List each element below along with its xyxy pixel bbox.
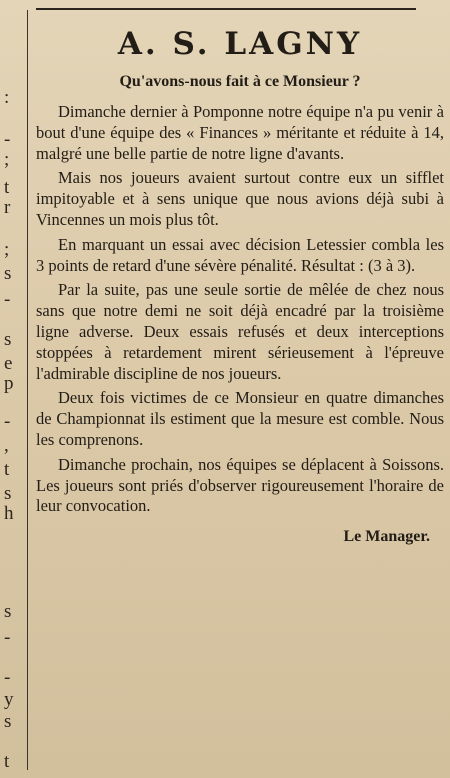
fragment: s — [4, 263, 12, 284]
adjacent-column-fragments — [0, 0, 26, 778]
fragment: ; — [4, 149, 10, 170]
fragment: - — [4, 411, 11, 432]
fragment: s — [4, 329, 12, 350]
paragraph-1: Dimanche dernier à Pomponne notre équipe n'a pu venir à bout d'une équipe des « Finances » méritante et réduite à 14, malgré une belle partie de notre ligne d'avants. — [36, 102, 444, 163]
paragraph-2: Mais nos joueurs avaient surtout contre eux un sifflet impitoyable et à sens unique que nous avions déjà subi à Vincennes un mois plus tôt. — [36, 168, 444, 229]
fragment: t — [4, 751, 10, 772]
fragment: - — [4, 667, 11, 688]
fragment: t — [4, 459, 10, 480]
fragment: s — [4, 601, 12, 622]
fragment: r — [4, 197, 11, 218]
fragment: - — [4, 289, 11, 310]
article — [30, 12, 444, 547]
fragment: h — [4, 503, 14, 524]
fragment: ; — [4, 239, 10, 260]
paragraph-3: En marquant un essai avec décision Letessier combla les 3 points de retard d'une sévère pénalité. Résultat : (3 à 3). — [36, 234, 444, 275]
paragraph-4: Par la suite, pas une seule sortie de mêlée de chez nous sans que notre demi ne soit déjà encadré par la troisième ligne adverse. Deux essais refusés et deux interceptions stoppées à retardement mirent sérieusement à l'épreuve l'admirable discipline de nos joueurs. — [36, 280, 444, 383]
fragment: : — [4, 87, 10, 108]
fragment: t — [4, 177, 10, 198]
fragment: e — [4, 353, 13, 374]
fragment: s — [4, 711, 12, 732]
article-subtitle: Qu'avons-nous fait à ce Monsieur ? — [119, 73, 361, 90]
fragment: y — [4, 689, 14, 710]
column-divider — [27, 10, 28, 770]
fragment: p — [4, 373, 14, 394]
paragraph-5: Deux fois victimes de ce Monsieur en quatre dimanches de Championnat ils estiment que la mesure est comble. Nous les comprenons. — [36, 388, 444, 449]
top-rule — [36, 8, 416, 10]
paragraph-6: Dimanche prochain, nos équipes se déplacent à Soissons. Les joueurs sont priés d'observer rigoureusement l'horaire de leur convocation. — [36, 454, 444, 516]
fragment: s — [4, 483, 12, 504]
fragment: , — [4, 435, 9, 456]
fragment: - — [4, 129, 11, 150]
article-signature: Le Manager. — [343, 528, 430, 546]
fragment: - — [4, 627, 11, 648]
article-title: A. S. LAGNY — [117, 26, 363, 62]
